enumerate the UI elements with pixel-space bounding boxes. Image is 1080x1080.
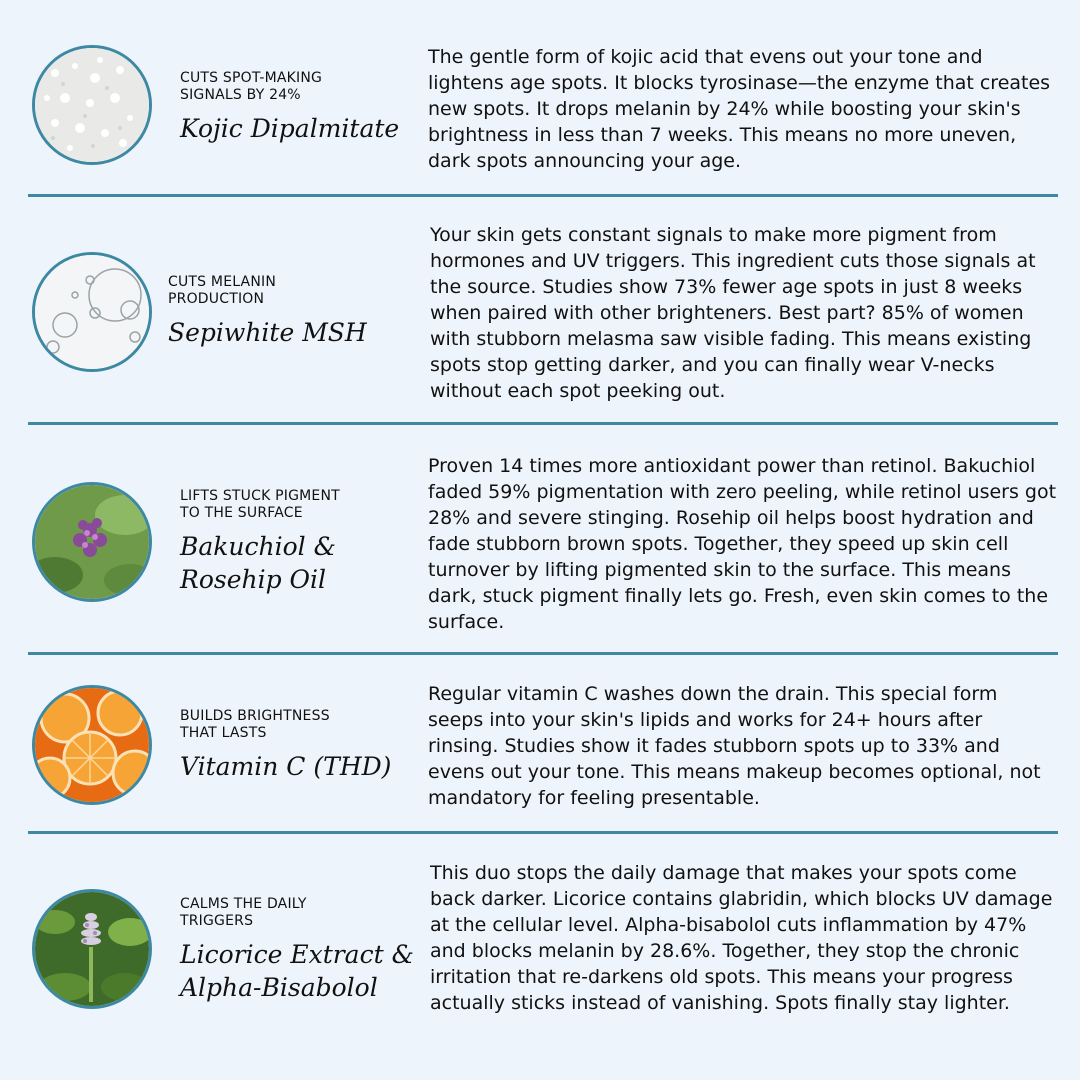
white-powder-image: [32, 45, 152, 165]
orange-slices-image: [32, 685, 152, 805]
purple-flower-image: [32, 482, 152, 602]
ingredient-benefit: CUTS MELANIN PRODUCTION: [168, 274, 277, 307]
section-divider: [28, 194, 1058, 197]
section-divider: [28, 831, 1058, 834]
ingredient-description: Your skin gets constant signals to make more pigment from hormones and UV triggers. This ingredient cuts those signals at the source. Studies show 73% fewer age spots in just 8 weeks when paired with other brighteners. Best part? 85% of women with stubborn melasma saw visible fading. This means existing spots stop getting darker, and you can finally wear V-necks without each spot peeking out.: [430, 224, 1036, 402]
ingredient-name: Kojic Dipalmitate: [180, 114, 400, 143]
ingredient-benefit: CUTS SPOT-MAKING SIGNALS BY 24%: [180, 70, 323, 103]
ingredient-benefit: LIFTS STUCK PIGMENT TO THE SURFACE: [180, 488, 340, 521]
ingredient-name: Licorice Extract & Alpha-Bisabolol: [180, 940, 414, 1002]
ingredient-name: Bakuchiol & Rosehip Oil: [180, 532, 336, 594]
ingredient-description: Proven 14 times more antioxidant power than retinol. Bakuchiol faded 59% pigmentation with zero peeling, while retinol users got 28% and severe stinging. Rosehip oil helps boost hydration and fade stubborn brown spots. Together, they speed up skin cell turnover by lifting pigmented skin to the surface. This means dark, stuck pigment finally lets go. Fresh, even skin comes to the surface.: [428, 455, 1057, 633]
ingredient-name: Sepiwhite MSH: [168, 318, 367, 347]
ingredient-description: The gentle form of kojic acid that evens out your tone and lightens age spots. It blocks tyrosinase—the enzyme that creates new spots. It drops melanin by 24% while boosting your skin's brightness in less than 7 weeks. This means no more uneven, dark spots announcing your age.: [428, 46, 1051, 172]
ingredient-description: This duo stops the daily damage that makes your spots come back darker. Licorice contains glabridin, which blocks UV damage at the cellular level. Alpha-bisabolol cuts inflammation by 47% and blocks melanin by 28.6%. Together, they stop the chronic irritation that re-darkens old spots. This means your progress actually sticks instead of vanishing. Spots finally stay lighter.: [430, 862, 1053, 1014]
section-divider: [28, 422, 1058, 425]
ingredient-benefit: CALMS THE DAILY TRIGGERS: [180, 896, 307, 929]
licorice-plant-image: [32, 889, 152, 1009]
ingredient-benefit: BUILDS BRIGHTNESS THAT LASTS: [180, 708, 330, 741]
ingredient-name: Vitamin C (THD): [180, 752, 392, 781]
ingredient-description: Regular vitamin C washes down the drain. This special form seeps into your skin's lipids and works for 24+ hours after rinsing. Studies show it fades stubborn spots up to 33% and evens out your tone. This means makeup becomes optional, not mandatory for feeling presentable.: [428, 683, 1041, 809]
bubbles-serum-image: [32, 252, 152, 372]
section-divider: [28, 652, 1058, 655]
